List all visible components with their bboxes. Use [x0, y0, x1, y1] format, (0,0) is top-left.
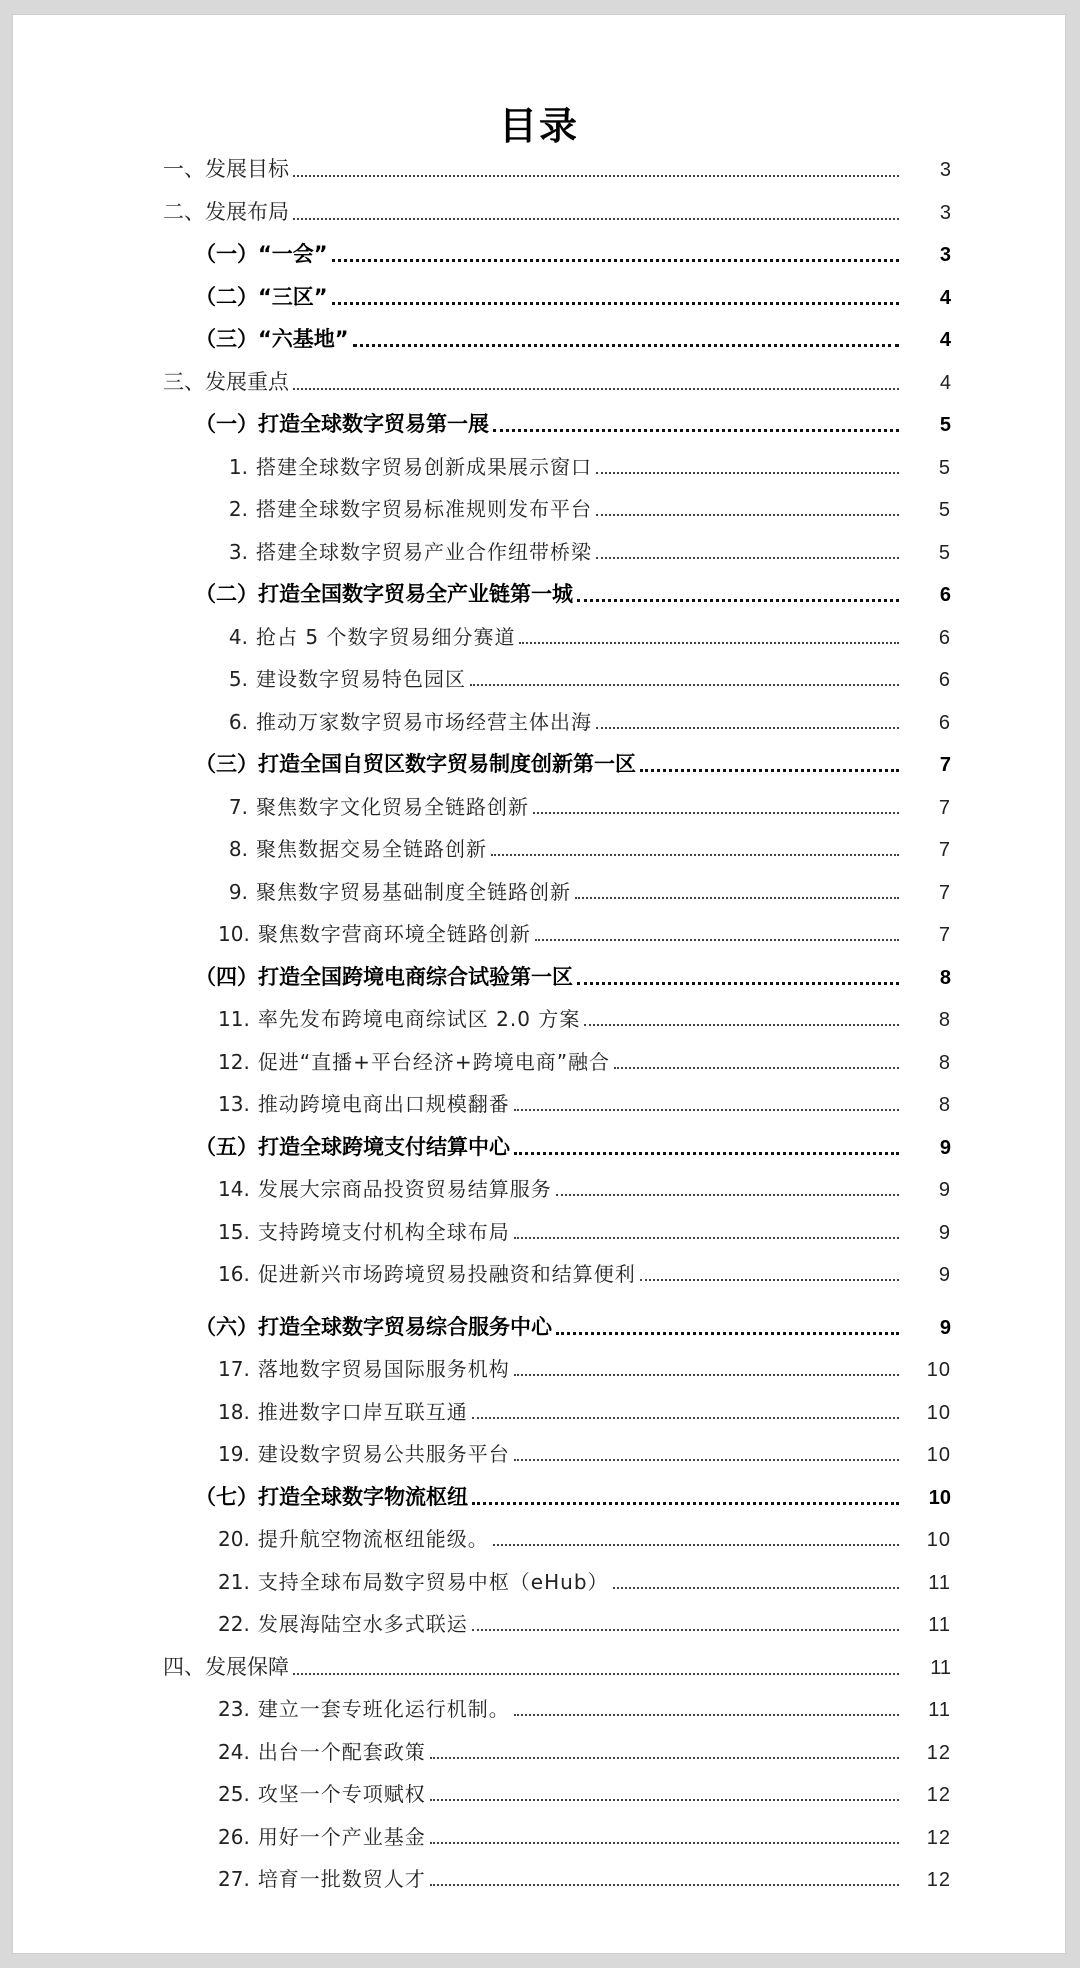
- toc-entry-title: 聚焦数字贸易基础制度全链路创新: [256, 879, 571, 904]
- toc-entry-title: 建设数字贸易特色园区: [256, 667, 466, 691]
- toc-entry[interactable]: [13, 876, 1065, 905]
- table-of-contents: [13, 15, 1065, 1953]
- dot-leader: [596, 723, 899, 729]
- toc-entry[interactable]: [13, 536, 1065, 565]
- toc-entry-page-number: 9: [938, 1264, 951, 1286]
- toc-entry-number: 27.: [218, 1867, 250, 1891]
- toc-entry[interactable]: [13, 621, 1065, 650]
- dot-leader: [430, 1795, 899, 1801]
- toc-entry[interactable]: [13, 1523, 1065, 1552]
- dot-leader: [430, 1880, 899, 1886]
- toc-entry[interactable]: [13, 1651, 1065, 1681]
- toc-entry-page-number: 8: [939, 966, 951, 989]
- toc-entry-page-number: 9: [938, 1221, 951, 1244]
- toc-entry[interactable]: [13, 1778, 1065, 1807]
- toc-entry[interactable]: [13, 1396, 1065, 1425]
- toc-entry-page-number: 10: [928, 1486, 951, 1509]
- toc-entry-page-number: 8: [938, 1009, 951, 1031]
- toc-entry-page-number: 12: [926, 1741, 951, 1764]
- toc-entry-page-number: 10: [926, 1401, 951, 1424]
- toc-entry-page-number: 8: [938, 1094, 951, 1116]
- toc-entry-number: 18.: [218, 1399, 250, 1424]
- toc-entry[interactable]: [13, 281, 1065, 311]
- toc-entry-page-number: 6: [938, 626, 951, 649]
- dot-leader: [640, 1275, 899, 1281]
- dot-leader: [430, 1753, 899, 1759]
- toc-entry[interactable]: [13, 1608, 1065, 1637]
- toc-entry[interactable]: [13, 493, 1065, 522]
- toc-entry-page-number: 8: [938, 1051, 951, 1074]
- toc-entry-title: 推动万家数字贸易市场经营主体出海: [256, 709, 592, 734]
- dot-leader: [472, 1498, 899, 1505]
- dot-leader: [596, 468, 899, 474]
- toc-entry-number: 19.: [218, 1442, 250, 1466]
- toc-entry-page-number: 6: [939, 584, 951, 606]
- dot-leader: [514, 1710, 899, 1716]
- toc-entry-page-number: 3: [939, 201, 951, 224]
- dot-leader: [514, 1233, 899, 1239]
- toc-entry-page-number: 4: [939, 371, 951, 394]
- toc-entry-title: （四）打造全国跨境电商综合试验第一区: [195, 964, 573, 989]
- toc-entry[interactable]: [13, 1003, 1065, 1032]
- dot-leader: [332, 255, 899, 262]
- toc-entry-page-number: 10: [926, 1444, 951, 1466]
- toc-entry[interactable]: [13, 663, 1065, 692]
- toc-entry[interactable]: [13, 1131, 1065, 1161]
- toc-entry-title: （三）打造全国自贸区数字贸易制度创新第一区: [195, 752, 636, 776]
- dot-leader: [491, 850, 899, 856]
- dot-leader: [596, 510, 899, 516]
- toc-entry[interactable]: [13, 408, 1065, 438]
- toc-entry[interactable]: [13, 1046, 1065, 1075]
- toc-entry-title: （五）打造全球跨境支付结算中心: [195, 1134, 510, 1159]
- toc-entry-number: 22.: [218, 1612, 250, 1636]
- toc-entry-title: 搭建全球数字贸易创新成果展示窗口: [256, 454, 592, 479]
- toc-entry-page-number: 11: [928, 1699, 951, 1721]
- toc-entry-number: 12.: [218, 1049, 250, 1074]
- toc-entry[interactable]: [13, 1863, 1065, 1892]
- toc-entry-title: （二）“三区”: [195, 284, 328, 309]
- toc-entry[interactable]: [13, 748, 1065, 778]
- toc-entry-title: 发展大宗商品投资贸易结算服务: [257, 1177, 552, 1201]
- toc-entry-number: 7.: [228, 794, 248, 819]
- toc-entry[interactable]: [13, 1481, 1065, 1511]
- toc-entry[interactable]: [13, 1736, 1065, 1765]
- toc-entry-title: 提升航空物流枢纽能级。: [257, 1527, 489, 1551]
- dot-leader: [332, 298, 899, 305]
- toc-entry-number: 14.: [218, 1177, 250, 1201]
- toc-entry-page-number: 5: [938, 541, 951, 564]
- toc-entry-number: 15.: [218, 1219, 250, 1244]
- toc-entry-number: 8.: [228, 837, 248, 861]
- dot-leader: [353, 340, 899, 347]
- toc-entry-page-number: 10: [926, 1529, 951, 1551]
- toc-entry-number: 5.: [228, 667, 248, 691]
- toc-entry-title: （二）打造全国数字贸易全产业链第一城: [195, 582, 573, 606]
- toc-entry-title: （六）打造全球数字贸易综合服务中心: [195, 1314, 552, 1339]
- toc-entry-page-number: 12: [926, 1784, 951, 1806]
- dot-leader: [493, 1540, 899, 1546]
- toc-entry[interactable]: [13, 833, 1065, 862]
- toc-entry-title: 支持全球布局数字贸易中枢（eHub）: [257, 1569, 609, 1594]
- toc-entry-page-number: 3: [939, 244, 951, 266]
- dot-leader: [514, 1370, 899, 1376]
- toc-entry-title: 建立一套专班化运行机制。: [257, 1697, 510, 1721]
- toc-entry-title: 促进“直播+平台经济+跨境电商”融合: [257, 1049, 611, 1074]
- dot-leader: [614, 1063, 899, 1069]
- toc-entry[interactable]: [13, 1258, 1065, 1287]
- dot-leader: [584, 1020, 899, 1026]
- toc-entry[interactable]: [13, 196, 1065, 226]
- toc-entry-page-number: 9: [939, 1316, 951, 1339]
- dot-leader: [493, 425, 899, 432]
- toc-entry[interactable]: [13, 366, 1065, 396]
- dot-leader: [577, 595, 899, 602]
- toc-entry-number: 23.: [218, 1697, 250, 1721]
- toc-entry[interactable]: [13, 578, 1065, 608]
- toc-entry-title: 四、发展保障: [163, 1654, 289, 1679]
- dot-leader: [596, 553, 899, 559]
- toc-entry[interactable]: [13, 451, 1065, 480]
- toc-entry-title: （一）“一会”: [195, 242, 328, 266]
- toc-entry[interactable]: [13, 238, 1065, 268]
- toc-entry-number: 24.: [218, 1739, 250, 1764]
- toc-entry[interactable]: [13, 153, 1065, 183]
- toc-entry-title: 用好一个产业基金: [257, 1824, 426, 1849]
- toc-entry-number: 11.: [218, 1007, 250, 1031]
- toc-entry-page-number: 11: [930, 1656, 951, 1679]
- toc-entry-title: 发展海陆空水多式联运: [257, 1612, 468, 1636]
- dot-leader: [293, 171, 899, 177]
- toc-entry-number: 4.: [228, 624, 248, 649]
- toc-entry-title: 搭建全球数字贸易标准规则发布平台: [256, 497, 592, 521]
- toc-entry-title: 出台一个配套政策: [257, 1739, 426, 1764]
- toc-entry-page-number: 12: [926, 1869, 951, 1891]
- dot-leader: [293, 214, 899, 220]
- dot-leader: [575, 893, 899, 899]
- toc-entry-page-number: 5: [938, 456, 951, 479]
- toc-entry[interactable]: [13, 323, 1065, 353]
- toc-entry-number: 16.: [218, 1262, 250, 1286]
- toc-entry-number: 26.: [218, 1824, 250, 1849]
- toc-entry-title: 落地数字贸易国际服务机构: [257, 1357, 510, 1381]
- toc-entry-page-number: 7: [938, 839, 951, 861]
- dot-leader: [556, 1190, 899, 1196]
- page-title: 目录: [498, 104, 579, 148]
- toc-entry[interactable]: [13, 1216, 1065, 1245]
- toc-entry-title: 聚焦数据交易全链路创新: [256, 837, 487, 861]
- toc-entry[interactable]: [13, 1088, 1065, 1117]
- toc-entry-page-number: 4: [939, 286, 951, 309]
- toc-entry-number: 9.: [228, 879, 248, 904]
- toc-entry-page-number: 6: [938, 669, 951, 691]
- toc-entry-title: 率先发布跨境电商综试区 2.0 方案: [257, 1007, 581, 1031]
- toc-entry[interactable]: [13, 706, 1065, 735]
- toc-entry-page-number: 11: [928, 1614, 951, 1636]
- dot-leader: [514, 1105, 899, 1111]
- dot-leader: [293, 1669, 899, 1675]
- dot-leader: [293, 384, 899, 390]
- toc-entry-number: 20.: [218, 1527, 250, 1551]
- toc-entry[interactable]: [13, 1821, 1065, 1850]
- toc-entry-number: 17.: [218, 1357, 250, 1381]
- toc-entry-page-number: 9: [938, 1179, 951, 1201]
- toc-entry-title: 三、发展重点: [163, 369, 289, 394]
- toc-entry-title: 一、发展目标: [163, 157, 289, 181]
- toc-entry-number: 3.: [228, 539, 248, 564]
- toc-entry-page-number: 6: [938, 711, 951, 734]
- toc-entry-title: 聚焦数字营商环境全链路创新: [257, 922, 531, 946]
- toc-entry-number: 21.: [218, 1569, 250, 1594]
- toc-entry-title: 聚焦数字文化贸易全链路创新: [256, 794, 529, 819]
- toc-entry-title: 建设数字贸易公共服务平台: [257, 1442, 510, 1466]
- toc-entry[interactable]: [13, 1566, 1065, 1595]
- toc-entry-title: 二、发展布局: [163, 199, 289, 224]
- toc-entry-page-number: 11: [928, 1571, 951, 1594]
- toc-entry-page-number: 7: [939, 754, 951, 776]
- toc-entry-page-number: 10: [926, 1359, 951, 1381]
- toc-entry-title: 推动跨境电商出口规模翻番: [257, 1092, 510, 1116]
- dot-leader: [613, 1583, 899, 1589]
- dot-leader: [640, 765, 899, 772]
- toc-entry[interactable]: [13, 1353, 1065, 1382]
- toc-entry[interactable]: [13, 791, 1065, 820]
- toc-entry[interactable]: [13, 961, 1065, 991]
- dot-leader: [472, 1625, 899, 1631]
- toc-entry-title: （三）“六基地”: [195, 327, 349, 351]
- toc-entry[interactable]: [13, 918, 1065, 947]
- toc-entry-number: 13.: [218, 1092, 250, 1116]
- toc-entry-title: 攻坚一个专项赋权: [257, 1782, 426, 1806]
- toc-entry-title: 搭建全球数字贸易产业合作纽带桥梁: [256, 539, 592, 564]
- dot-leader: [514, 1455, 899, 1461]
- dot-leader: [470, 680, 899, 686]
- toc-entry-page-number: 7: [938, 924, 951, 946]
- toc-entry-page-number: 5: [939, 414, 951, 436]
- toc-entry-title: 促进新兴市场跨境贸易投融资和结算便利: [257, 1262, 636, 1286]
- toc-entry[interactable]: [13, 1438, 1065, 1467]
- toc-entry-number: 6.: [228, 709, 248, 734]
- toc-entry-number: 1.: [228, 454, 248, 479]
- dot-leader: [556, 1328, 899, 1335]
- dot-leader: [577, 978, 899, 985]
- toc-entry-page-number: 5: [938, 499, 951, 521]
- toc-entry-number: 2.: [228, 497, 248, 521]
- toc-entry-title: 支持跨境支付机构全球布局: [257, 1219, 510, 1244]
- toc-entry-title: （七）打造全球数字物流枢纽: [195, 1484, 468, 1509]
- toc-entry-page-number: 12: [926, 1826, 951, 1849]
- toc-entry-title: 推进数字口岸互联互通: [257, 1399, 468, 1424]
- toc-entry[interactable]: [13, 1693, 1065, 1722]
- dot-leader: [430, 1838, 899, 1844]
- toc-entry[interactable]: [13, 1173, 1065, 1202]
- toc-entry-title: 抢占 5 个数字贸易细分赛道: [256, 624, 516, 649]
- dot-leader: [519, 638, 899, 644]
- toc-entry-title: 培育一批数贸人才: [257, 1867, 426, 1891]
- dot-leader: [535, 935, 899, 941]
- dot-leader: [472, 1413, 899, 1419]
- toc-entry-number: 10.: [218, 922, 250, 946]
- toc-entry-title: （一）打造全球数字贸易第一展: [195, 412, 489, 436]
- toc-entry-page-number: 3: [939, 159, 951, 181]
- toc-entry[interactable]: [13, 1311, 1065, 1341]
- toc-entry-page-number: 7: [938, 881, 951, 904]
- dot-leader: [514, 1148, 899, 1155]
- toc-entry-page-number: 7: [938, 796, 951, 819]
- document-page: [12, 14, 1066, 1954]
- toc-entry-number: 25.: [218, 1782, 250, 1806]
- toc-entry-page-number: 9: [939, 1136, 951, 1159]
- dot-leader: [533, 808, 899, 814]
- toc-entry-page-number: 4: [939, 329, 951, 351]
